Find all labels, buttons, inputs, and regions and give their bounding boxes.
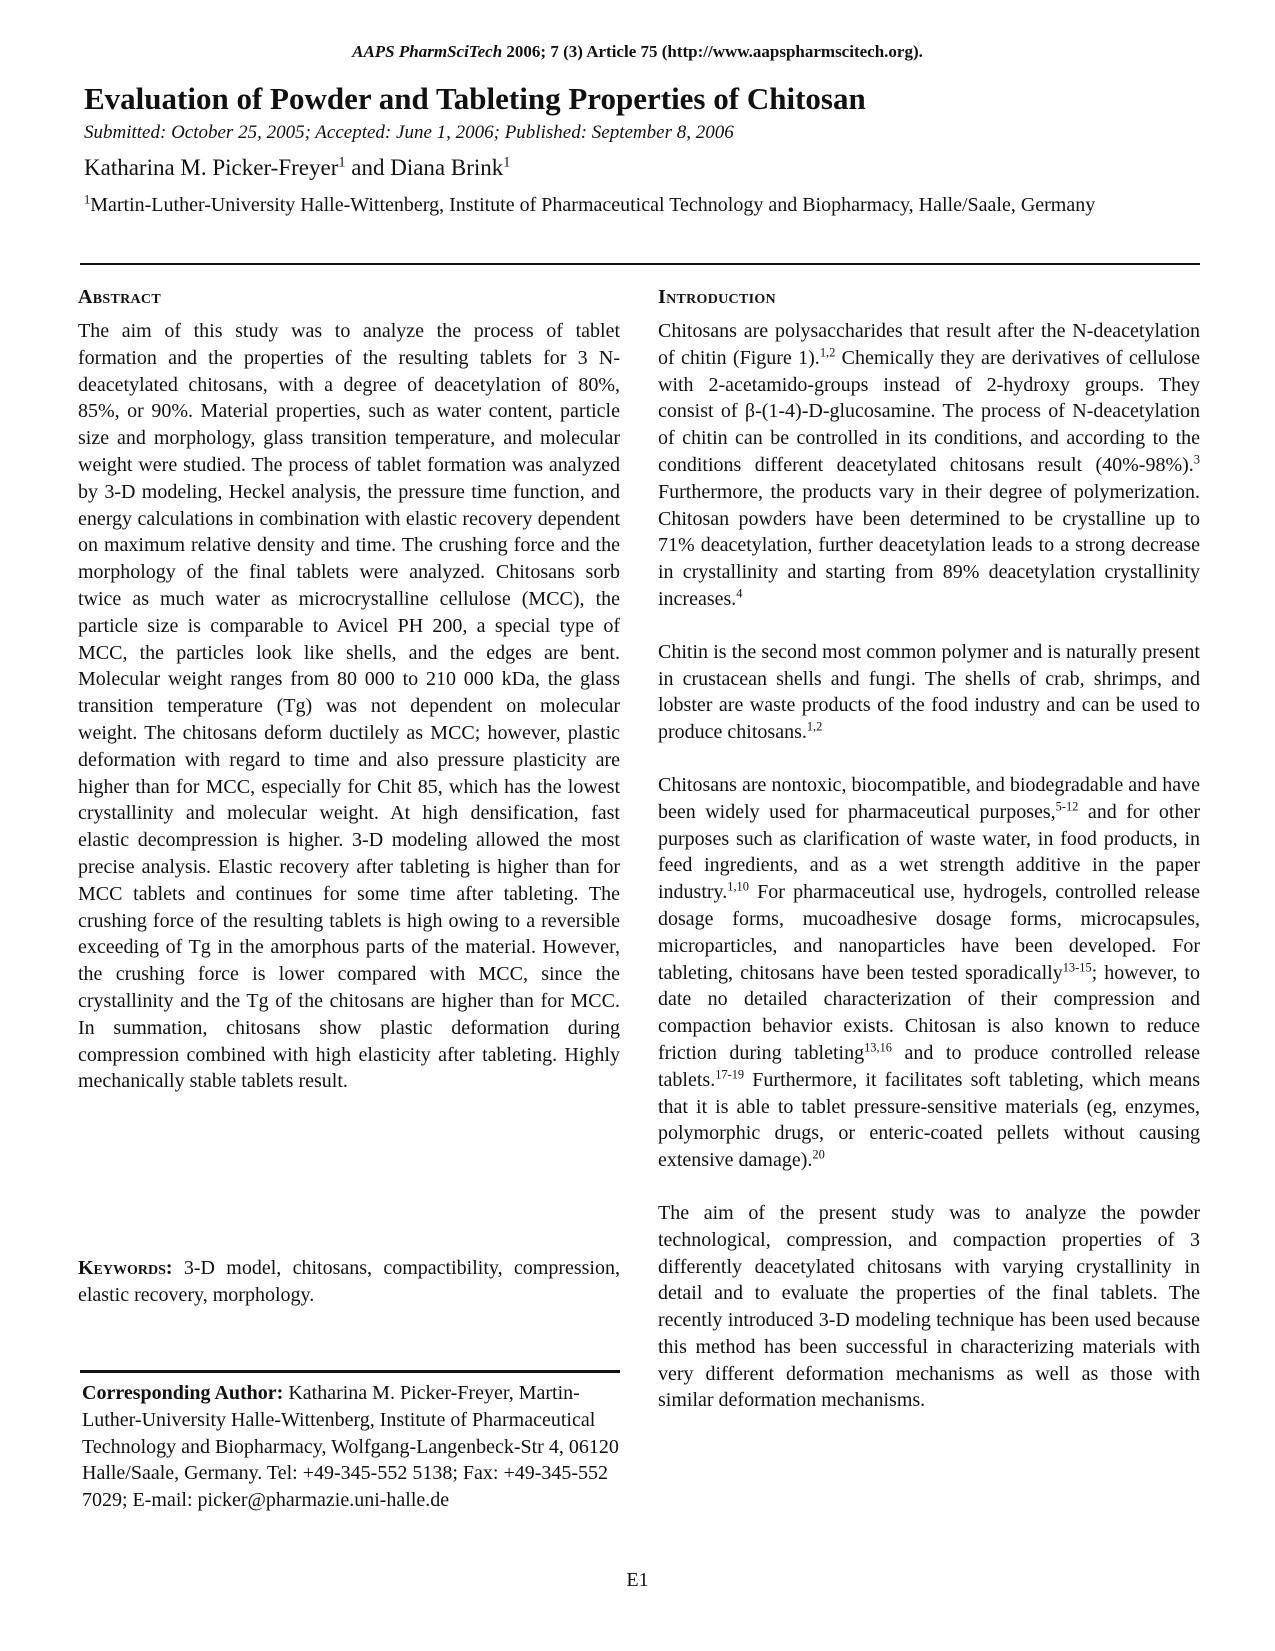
intro-paragraph-3 xyxy=(658,772,1200,1174)
citation-ref: 3 xyxy=(1193,452,1200,467)
text-run: and for other purposes such as clarification of waste water, in food products, in feed ingredients, and as a wet strength additive in the paper industry. xyxy=(658,800,1201,904)
intro-paragraph-4 xyxy=(658,1200,1200,1414)
affiliation-text: Martin-Luther-University Halle-Wittenberg, Institute of Pharmaceutical Technology and Biopharmacy, Halle/Saale, Germany xyxy=(90,194,1096,216)
text-run: Chitin is the second most common polymer and is naturally present in crustacean shells and fungi. The shells of crab, shrimps, and lobster are waste products of the food industry and can be used to produce chitosans. xyxy=(658,640,1200,744)
corresponding-label: Corresponding Author: xyxy=(82,1382,284,1404)
abstract-heading: Abstract xyxy=(78,286,161,308)
article-title: Evaluation of Powder and Tableting Properties of Chitosan xyxy=(84,81,866,116)
intro-paragraph-2 xyxy=(658,639,1200,746)
keywords-paragraph xyxy=(78,1255,620,1309)
keywords-block xyxy=(78,1255,620,1309)
citation-ref: 1,2 xyxy=(819,345,836,360)
journal-name: AAPS PharmSciTech xyxy=(352,42,503,61)
affiliation-marker: 1 xyxy=(338,154,346,171)
text-run: ; however, to date no detailed characterization of their compression and compaction behavior exists. Chitosan is also known to reduce friction during tableting xyxy=(658,961,1200,1064)
citation-ref: 5-12 xyxy=(1055,799,1079,814)
page-number: E1 xyxy=(626,1569,649,1591)
corresponding-paragraph xyxy=(82,1380,620,1514)
abstract-text: The aim of this study was to analyze the process of tablet formation and the properties of the resulting tablets for 3 N-deacetylated chitosans, with a degree of deacetylation of 80%, 85%, or 90%. Material properties, such as water content, particle size and morphology, glass transition temperature, and molecular weight were studied. The process of tablet formation was analyzed by 3-D modeling, Heckel analysis, the pressure time function, and energy calculations in combination with elastic recovery dependent on maximum relative density and time. The crushing force and the morphology of the final tablets were analyzed. Chitosans sorb twice as much water as microcrystalline cellulose (MCC), the particle size is comparable to Avicel PH 200, a special type of MCC, the particles look like shells, and the edges are bent. Molecular weight ranges from 80 000 to 210 000 kDa, the glass transition temperature (Tg) was not dependent on molecular weight. The chitosans deform ductilely as MCC; however, plastic deformation with regard to time and also pressure plasticity are higher than for MCC, especially for Chit 85, which has the lowest crystallinity and molecular weight. At high densification, fast elastic decompression is higher. 3-D modeling allowed the most precise analysis. Elastic recovery after tableting is higher than for MCC tablets and continues for some time after tableting. The crushing force of the resulting tablets is high owing to a reversible exceeding of Tg in the amorphous parts of the material. However, the crushing force is lower compared with MCC, since the crystallinity and the Tg of the chitosans are higher than for MCC. In summation, chitosans show plastic deformation during compression combined with high elasticity after tableting. Highly mechanically stable tablets result. xyxy=(78,320,620,1093)
author-joiner: and xyxy=(345,155,391,180)
corresponding-divider xyxy=(80,1370,620,1373)
affiliation xyxy=(84,192,1204,219)
citation-ref: 1,2 xyxy=(806,719,823,734)
introduction-heading: Introduction xyxy=(658,286,776,308)
text-run: Chitosans are polysaccharides that result after the N-deacetylation of chitin (Figure 1). xyxy=(658,320,1200,369)
author-name: Katharina M. Picker-Freyer xyxy=(84,155,339,180)
text-run: and to produce controlled release tablets. xyxy=(658,1041,1200,1091)
citation-ref: 4 xyxy=(736,586,743,601)
publication-dates: Submitted: October 25, 2005; Accepted: June 1, 2006; Published: September 8, 2006 xyxy=(84,122,734,143)
corresponding-author-block xyxy=(82,1380,620,1514)
corresponding-text: Katharina M. Picker-Freyer, Martin-Luther-University Halle-Wittenberg, Institute of Pharmaceutical Technology and Biopharmacy, Wolfgang-Langenbeck-Str 4, 06120 Halle/Saale, Germany. Tel: +49-345-552 5138; Fax: +49-345-552 7029; E-mail: picker@pharmazie.uni-halle.de xyxy=(82,1382,619,1512)
right-column xyxy=(658,284,1200,1414)
intro-paragraph-1 xyxy=(658,318,1200,613)
header-divider xyxy=(80,263,1200,265)
citation-ref: 1,10 xyxy=(727,879,749,894)
text-run: Furthermore, the products vary in their degree of polymerization. Chitosan powders have been determined to be crystalline up to 71% deacetylation, further deacetylation leads to a strong decrease in crystallinity and starting from 89% deacetylation crystallinity increases. xyxy=(658,480,1200,610)
keywords-label: Keywords: xyxy=(78,1257,173,1279)
citation-ref: 20 xyxy=(812,1147,825,1162)
journal-citation: 2006; 7 (3) Article 75 (http://www.aapspharmscitech.org). xyxy=(502,42,923,61)
left-column xyxy=(78,284,620,1095)
journal-header xyxy=(0,42,1275,62)
author-name: Diana Brink xyxy=(390,155,504,180)
affiliation-marker: 1 xyxy=(84,192,91,207)
citation-ref: 17-19 xyxy=(715,1067,745,1082)
text-run: Furthermore, it facilitates soft tableting, which means that it is able to tablet pressure-sensitive materials (eg, enzymes, polymorphic drugs, or enteric-coated pellets without causing extensive damage). xyxy=(658,1068,1200,1172)
keywords-text: 3-D model, chitosans, compactibility, compression, elastic recovery, morphology. xyxy=(78,1257,620,1306)
text-run: For pharmaceutical use, hydrogels, controlled release dosage forms, mucoadhesive dosage forms, microcapsules, microparticles, and nanoparticles have been developed. For tableting, chitosans have been tested sporadically xyxy=(658,881,1200,984)
citation-ref: 13-15 xyxy=(1062,959,1092,974)
citation-ref: 13,16 xyxy=(864,1040,892,1055)
text-run: The aim of the present study was to analyze the powder technological, compression, and compaction properties of 3 differently deacetylated chitosans with varying crystallinity in detail and to evaluate the properties of the final tablets. The recently introduced 3-D modeling technique has been used because this method has been successful in characterizing materials with very different deformation mechanisms as well as those with similar deformation mechanisms. xyxy=(658,1201,1200,1412)
text-run: Chemically they are derivatives of cellulose with 2-acetamido-groups instead of 2-hydroxy groups. They consist of β-(1-4)-D-glucosamine. The process of N-deacetylation of chitin can be controlled in its conditions, and according to the conditions different deacetylated chitosans result (40%-98%). xyxy=(658,346,1200,476)
author-list xyxy=(84,155,1204,181)
affiliation-marker: 1 xyxy=(503,154,511,171)
text-run: Chitosans are nontoxic, biocompatible, and biodegradable and have been widely used for pharmaceutical purposes, xyxy=(658,773,1200,823)
